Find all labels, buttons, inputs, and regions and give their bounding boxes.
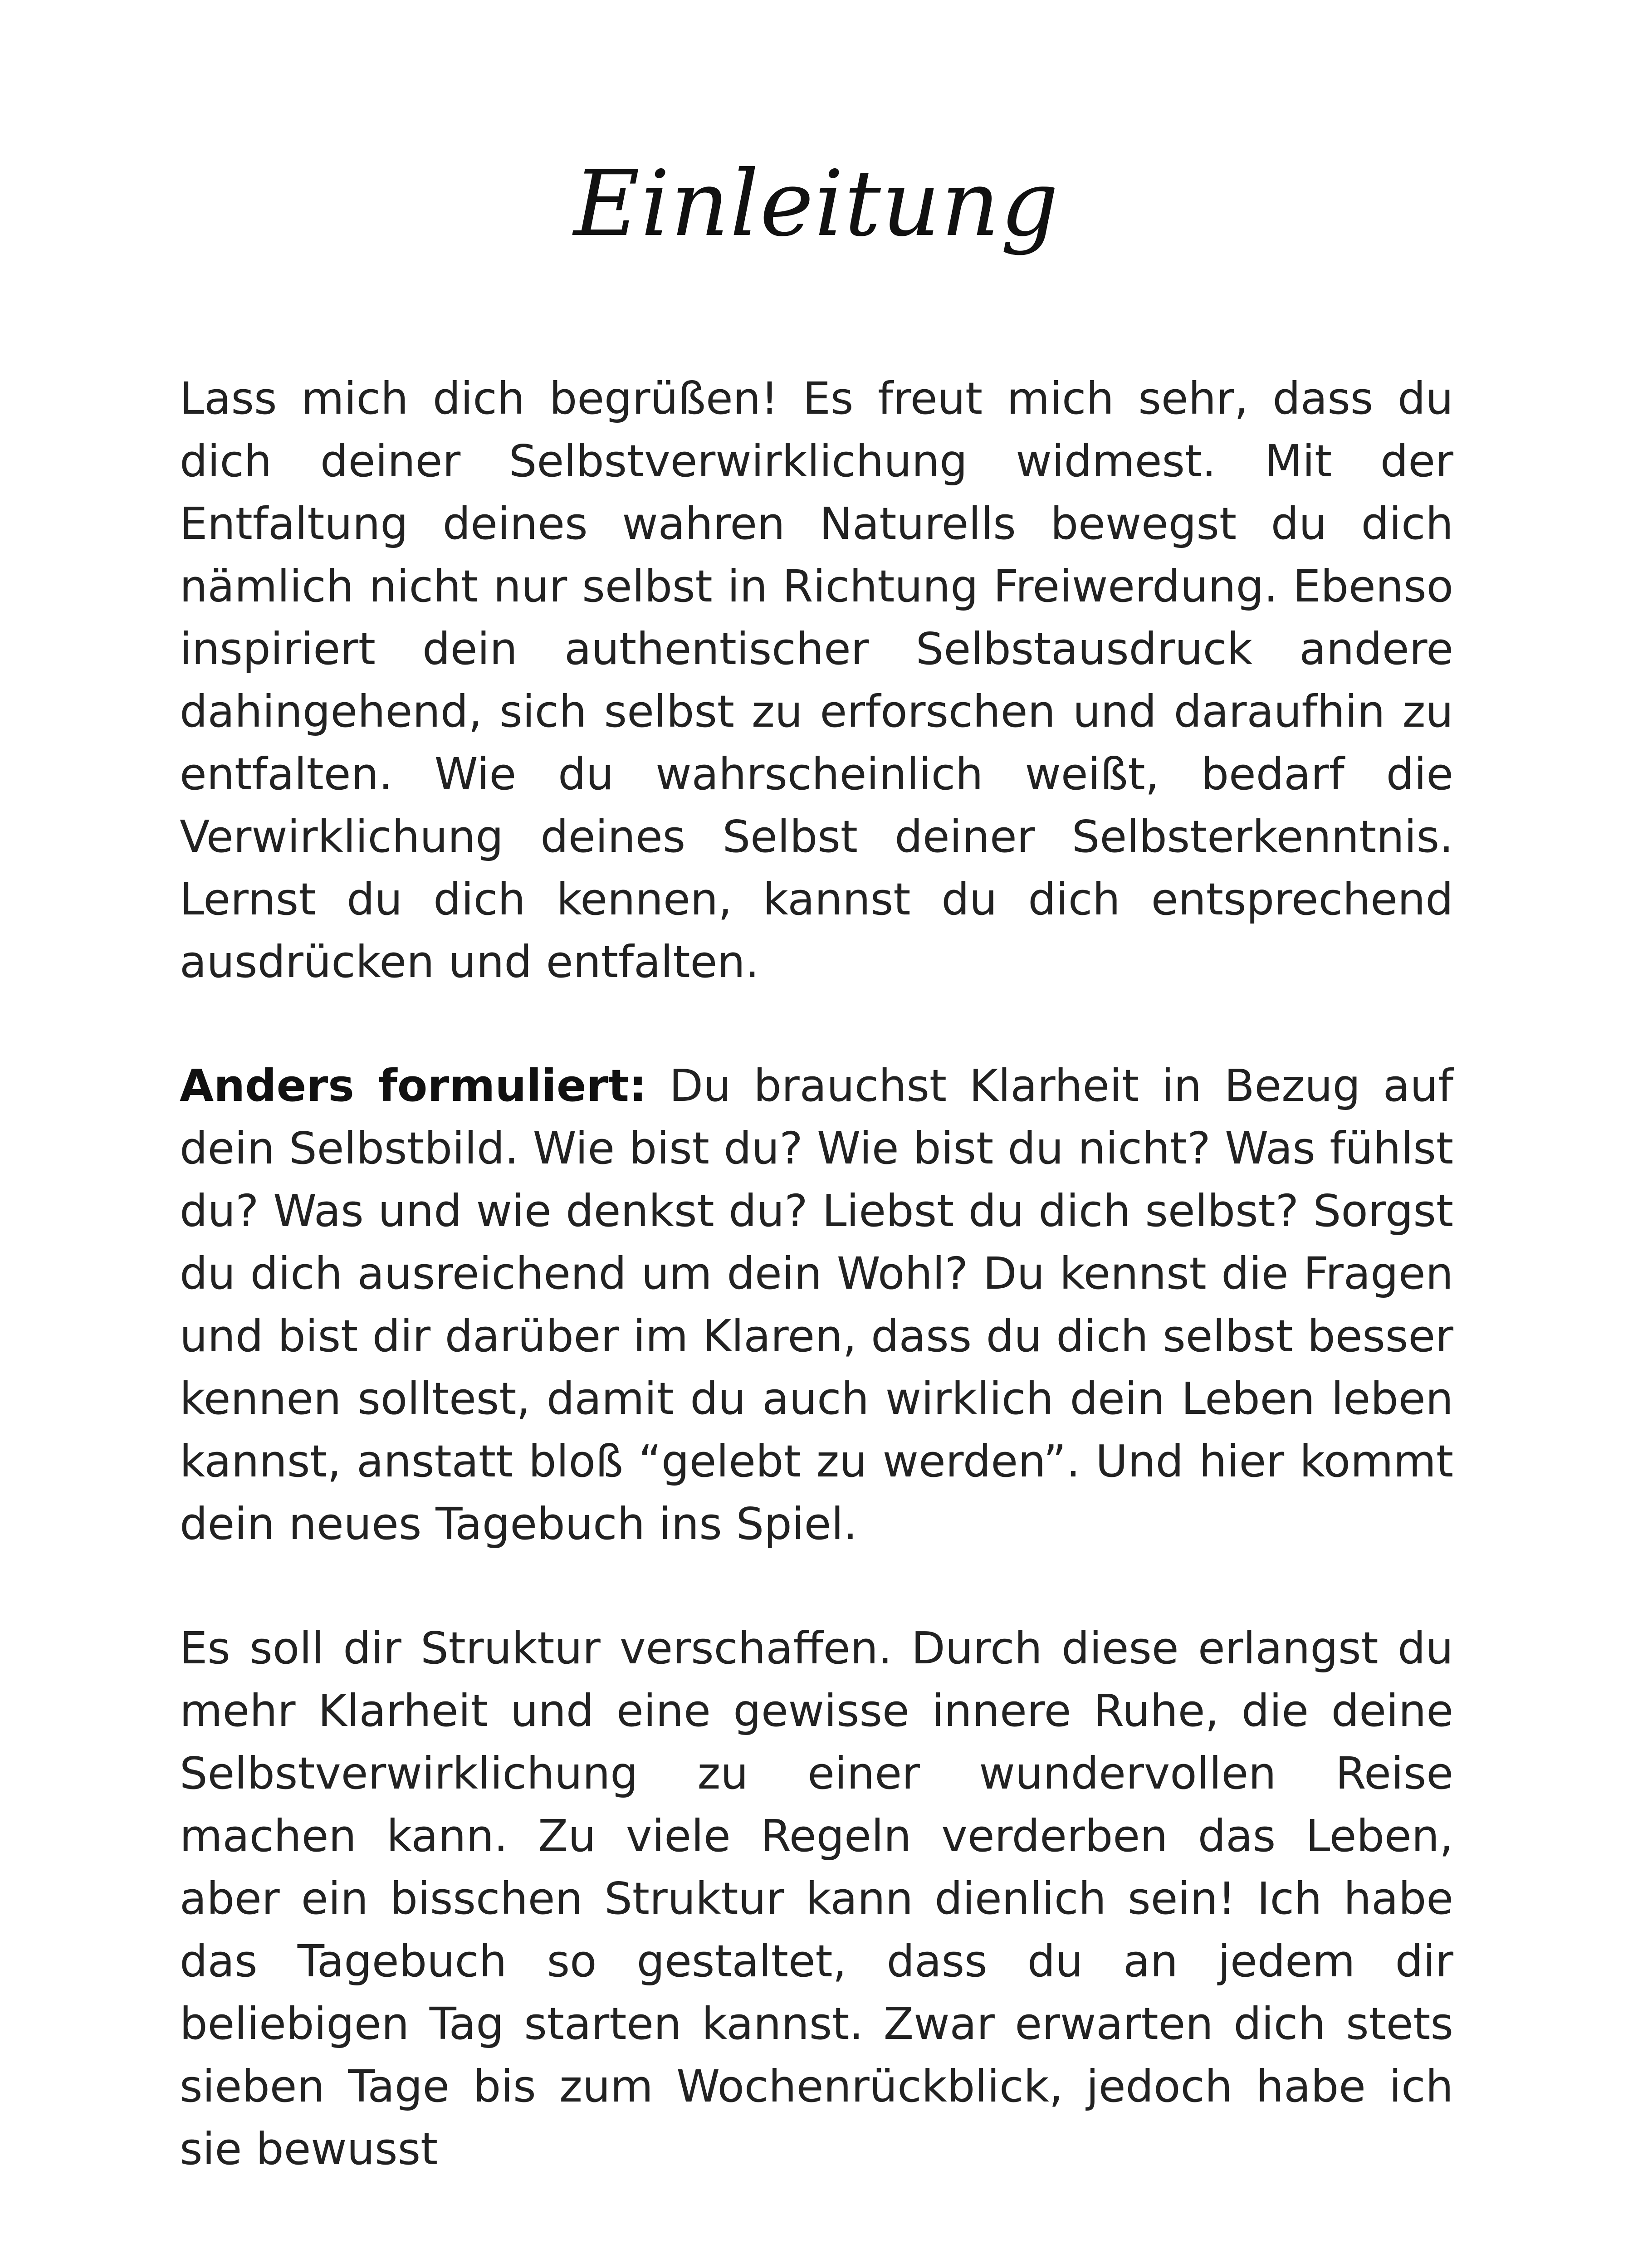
page-title: Einleitung (573, 151, 1060, 257)
paragraph-2-lead: Anders formuliert: (180, 1060, 647, 1111)
paragraph-3-text: Es soll dir Struktur verschaffen. Durch diese erlangst du mehr Klarheit und eine gewisse innere Ruhe, die deine Selbstverwirklichung zu einer wundervollen Reise machen kann. Zu viele Regeln verderben das Leben, aber ein bisschen Struktur kann dienlich sein! Ich habe das Tagebuch so gestaltet, dass du an jedem dir beliebigen Tag starten kannst. Zwar erwarten dich stets sieben Tage bis zum Wochenrückblick, jedoch habe ich sie bewusst (180, 1623, 1453, 2175)
paragraph-3 (180, 1617, 1453, 2180)
paragraph-1 (180, 367, 1453, 993)
paragraph-2-text: Du brauchst Klarheit in Bezug auf dein Selbstbild. Wie bist du? Wie bist du nicht? Was fühlst du? Was und wie denkst du? Liebst du dich selbst? Sorgst du dich ausreichend um dein Wohl? Du kennst die Fragen und bist dir darüber im Klaren, dass du dich selbst besser kennen solltest, damit du auch wirklich dein Leben leben kannst, anstatt bloß “gelebt zu werden”. Und hier kommt dein neues Tagebuch ins Spiel. (180, 1060, 1453, 1549)
paragraph-1-text: Lass mich dich begrüßen! Es freut mich sehr, dass du dich deiner Selbstverwirklichung widmest. Mit der Entfaltung deines wahren Naturells bewegst du dich nämlich nicht nur selbst in Richtung Freiwerdung. Ebenso inspiriert dein authentischer Selbstausdruck andere dahingehend, sich selbst zu erforschen und daraufhin zu entfalten. Wie du wahrscheinlich weißt, bedarf die Verwirklichung deines Selbst deiner Selbsterkenntnis. Lernst du dich kennen, kannst du dich entsprechend ausdrücken und entfalten. (180, 373, 1453, 987)
paragraph-2 (180, 1055, 1453, 1555)
